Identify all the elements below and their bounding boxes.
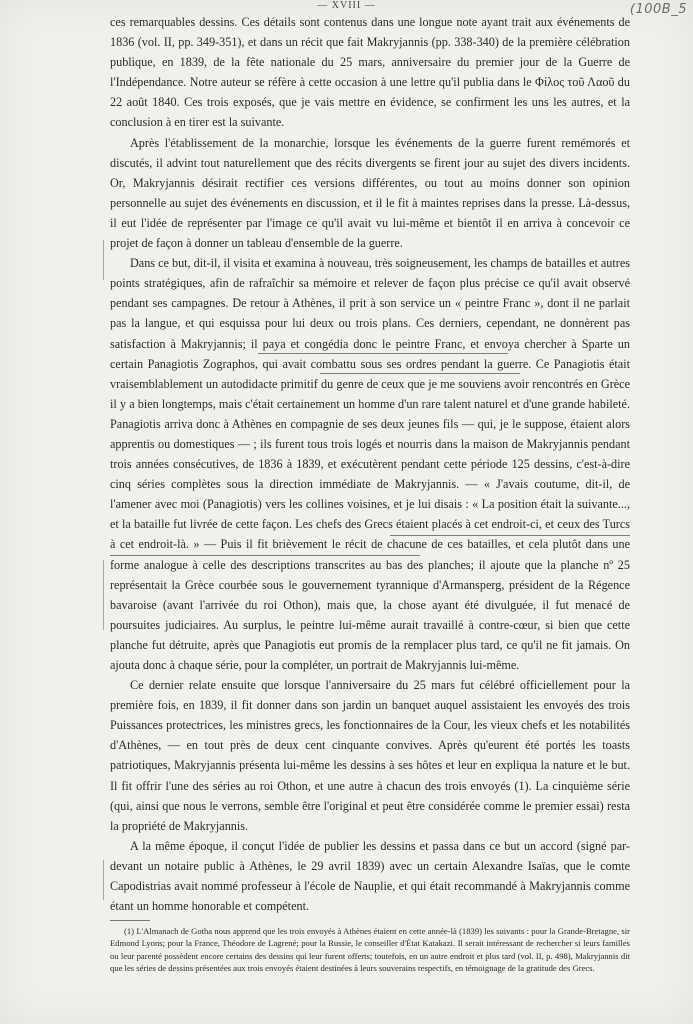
footnote: (1) L'Almanach de Gotha nous apprend que les trois envoyés à Athènes étaient en cette année-là (1839) les suivants : pour la Grande-Bretagne, sir Edmond Lyons; pour la France, Théodore de Lagrené; pour la Russie, le conseiller d'État Katakazi. Il serait intéressant de rechercher si leurs familles ou leur parenté possèdent encore certains des dessins qui leur furent offerts; toutefois, en un autre endroit et plus tard (vol. II, p. 498), Makryjannis dit que les séries de dessins présentées aux trois envoyés étaient destinées à leurs souverains respectifs, en témoignage de la gratitude des Grecs. — [110, 926, 630, 973]
margin-pencil-line — [103, 240, 104, 280]
body-text — [110, 12, 630, 974]
paragraph-2: Après l'établissement de la monarchie, lorsque les événements de la guerre furent remémorés et discutés, il advint tout naturellement que des récits divergents se firent jour au sujet des divers incidents. Or, Makryjannis désirait rectifier ces versions différentes, ou tout au moins donner son opinion personnelle au sujet des événements en discussion, et il le fit à maintes reprises dans la presse. Là-dessus, il eut l'idée de représenter par l'image ce qu'il avait vu lui-même et bientôt il en arriva à concevoir ce projet de façon à donner un tableau d'ensemble de la guerre. — [110, 135, 630, 251]
paragraph-3: Dans ce but, dit-il, il visita et examina à nouveau, très soigneusement, les champs de batailles et autres points stratégiques, afin de rafraîchir sa mémoire et relever de façon plus précise ce qu'il avait observé pendant ses campagnes. De retour à Athènes, il prit à son service un « peintre Franc », dont il ne parlait pas la langue, et qui esquissa pour lui deux ou trois plans. Ces derniers, cependant, ne donnèrent pas satisfaction à Makryjannis; il paya et congédia donc le peintre Franc, et envoya chercher à Sparte un certain Panagiotis Zographos, qui avait combattu sous ses ordres pendant la guerre. Ce Panagiotis était vraisemblablement un autodidacte primitif du genre de ceux que je me souviens avoir rencontrés en Grèce il y a bien longtemps, mais c'était certainement un homme d'un rare talent naturel et d'une grande habileté. Panagiotis arriva donc à Athènes en compagnie de ses deux jeunes fils — qui, je le suppose, étaient alors apprentis ou domestiques — ; ils furent tous trois logés et nourris dans la maison de Makryjannis pendant trois années consécutives, de 1836 à 1839, et exécutèrent pendant cette période 125 dessins, c'est-à-dire cinq séries complètes sous la direction immédiate de Makryjannis. — « J'avais coutume, dit-il, de l'amener avec moi (Panagiotis) vers les collines voisines, et je lui disais : « La position était la suivante..., et la bataille fut livrée de cette façon. Les chefs des Grecs étaient placés à cet endroit-ci, et ceux des Turcs à cet endroit-là. » — Puis il fit brièvement le récit de chacune de ces batailles, et cela plutôt dans une forme analogue à celle des descriptions transcrites au bas des planches; il ajoute que la planche nº 25 représentait la Grèce courbée sous le gouvernement tyrannique d'Armansperg, président de la Régence bavaroise (avant l'arrivée du roi Othon), mais que, la chose ayant été divulguée, il fut menacé de poursuites judiciaires. Au surplus, le peintre lui-même aurait travaillé à contre-cœur, si bien que cette planche fut détruite, après que Panagiotis eut promis de la remplacer plus tard, ce qu'il ne fit jamais. On ajouta donc à chaque série, pour la compléter, un portrait de Makryjannis lui-même. — [110, 256, 630, 672]
pencil-underline — [390, 535, 630, 536]
paragraph-1: ces remarquables dessins. Ces détails sont contenus dans une longue note ayant trait aux événements de 1836 (vol. II, pp. 349-351), et dans un récit que fait Makryjannis (pp. 338-340) de la première célébration publique, en 1839, de la fête nationale du 25 mars, anniversaire du premier jour de la Guerre de l'Indépendance. Notre auteur se réfère à cette occasion à une lettre qu'il publia dans le Φίλος τοῦ Λαοῦ du 22 août 1840. Ces trois exposés, que je vais mettre en évidence, se confirment les uns les autres, et la conclusion à en tirer est la suivante. — [110, 15, 630, 130]
pencil-underline — [258, 353, 508, 354]
paragraph-4: Ce dernier relate ensuite que lorsque l'anniversaire du 25 mars fut célébré officiellement pour la première fois, en 1839, il fit donner dans son jardin un banquet auquel assistaient les envoyés des trois Puissances protectrices, les ministres grecs, les fonctionnaires de la Cour, les vieux chefs et les notabilités d'Athènes, — en tout près de deux cent cinquante convives. Après qu'eurent été portés les toasts patriotiques, Makryjannis présenta lui-même les dessins à ses hôtes et leur en expliqua la nature et le but. Il fit offrir l'une des séries au roi Othon, et une autre à chacun des trois envoyés (1). La cinquième série (qui, ainsi que nous le verrons, semble être l'original et peut être considérée comme le premier essai) resta la propriété de Makryjannis. — [110, 678, 630, 833]
handwritten-note: (100B_5 — [629, 2, 687, 17]
margin-pencil-line — [103, 560, 104, 630]
pencil-underline — [110, 555, 420, 556]
page-number: — XVIII — — [317, 0, 376, 11]
margin-pencil-line — [103, 860, 104, 900]
paragraph-5: A la même époque, il conçut l'idée de publier les dessins et passa dans ce but un accord (signé par-devant un notaire public à Athènes, le 29 avril 1839) avec un certain Alexandre Isaïas, que le comte Capodistrias avait nommé professeur à l'école de Nauplie, et qui était recommandé à Makryjannis comme étant un homme honorable et compétent. — [110, 838, 630, 914]
footnote-rule — [110, 920, 150, 921]
pencil-underline — [320, 373, 520, 374]
